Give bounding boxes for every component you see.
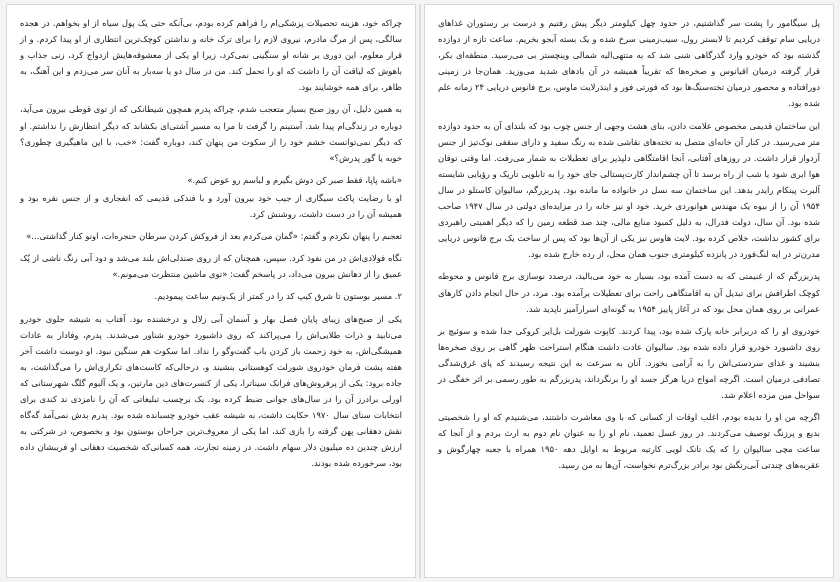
paragraph: او با رضایت پاکت سیگاری از جیب خود بیرون آورد و با فندکی قدیمی که انفجاری و از جنس نقره بود و همیشه آن را در دست داشت، روشنش کرد. (20, 192, 402, 220)
page-gutter (419, 4, 421, 578)
paragraph: تعجبم را پنهان نکردم و گفتم: «گمان می‌کردم بعد از فروکش کردن سرطان حنجره‌ات، اونو کنار گذاشتی...» (26, 231, 402, 242)
paragraph: نگاه فولادی‌اش در من نفوذ کرد. سپس، همچنان که از روی صندلی‌اش بلند می‌شد و دود آبی رنگ ناشی از پُک عمیق را از دهانش بیرون می‌داد، در پاسخم گفت: «توی ماشین منتظرت می‌مونم.» (20, 253, 402, 280)
section-heading: ۲. مسیر بوستون تا شرق کیپ کد را در کمتر از یک‌ونیم ساعت پیمودیم. (154, 291, 402, 302)
paragraph: چراکه خود، هزینه تحصیلات پزشکی‌ام را فراهم کرده بودم، بی‌آنکه حتی یک پول سیاه از او بخواهم. در هجده سالگی، پس از مرگ مادرم، نیروی لازم را برای ترک خانه و نداشتن کوچک‌ترین انتظاری از او پیدا کردم. و از قرار معلوم، این دوری بر شانه او سنگینی نمی‌کرد، زیرا او یکی از معشوقه‌هایش ازدواج کرد، زنی جذاب و باهوش که لیاقت آن را داشت که او را تحمل کند. من در سال دو یا سه‌بار به آنان سر می‌زدم و این آهنگ، به ظاهر، برای همه خوشایند بود. (20, 18, 402, 93)
paragraph: خودروی او را که دربرابر خانه پارک شده بود، پیدا کردند. کاپوت شورلت بل‌ایر کروکی جدا شده و سوئیچ بر روی داشبورد خودرو قرار داده شده بود. سالیوان عادت داشت هنگام استراحت ظهر گاهی بر روی صخره‌ها بنشیند و غذای سردستی‌اش را به آرامی بخورد. آنان به سرعت به این نتیجه رسیدند که پای غرق‌شدگی تصادفی درمیان است. اگرچه امواج دریا هرگز جسد او را برنگرداند، پدربزرگم به طور رسمی بر اثر خفگی در سواحل مین مرده اعلام شد. (438, 325, 820, 401)
paragraph: اگرچه من او را ندیده بودم، اغلب اوقات از کسانی که با وی معاشرت داشتند، می‌شنیدم که او را شخصیتی بدیع و پرزنگ توصیف می‌کردند. در روز غسل تعمید، نام او را به عنوان نام دوم به ارث بردم و از آنجا که ساعت مچی سالیوان را که یک تانک لویی کارتیه مربوط به اوایل دهه ۱۹۵۰ همراه با جعبه چهارگوش و عقربه‌های چندتی آبی‌رنگش بود برادر بزرگ‌ترم نخواست، آن‌ها به من رسید. (438, 412, 821, 471)
paragraph: این ساختمان قدیمی مخصوص علامت دادن، بنای هشت وجهی از جنس چوب بود که بلندای آن به حدود دوازده متر می‌رسید. در کنار آن خانه‌ای متصل به تخته‌های نقاشی شده به رنگ سفید و دارای سقفی نوک‌تیز از جنس آردواز قرار داشت. در روزهای آفتابی، آنجا اقامتگاهی دلپذیر برای تعطیلات به شمار می‌رفت. اما وقتی توفان هوا ابری شود یا شب از راه برسد تا آن چشم‌انداز کارت‌پستالی جای خود را به تابلویی تاریک و رؤیایی شایسته آلبرت پینکام رایدر بدهد. این ساختمان سه نسل در خانواده ما مانده بود. پدربزرگم، سالیوان کاستلو در سال ۱۹۵۴ آن را از بیوه یک مهندس هوانوردی خرید. خود او نیز خانه را در مزایده‌ای دولتی در سال ۱۹۴۷ صاحب شده بود. آن سال، دولت فدرال، به دلیل کمبود منابع مالی، چند صد قطعه زمین را که دیگر اهمیتی راهبردی برای کشور نداشت، خلاص کرده بود. لایت هاوس نیز یکی از آن‌ها بود که پس از ساخت یک برج فانوس دریایی مدرن‌تر در ایه لنگ‌فورد در پانزده کیلومتری جنوب همان محل، از رده خارج شده بود. (438, 120, 820, 260)
left-page (6, 4, 416, 578)
paragraph: یکی از صبح‌های زیبای پایان فصل بهار و آسمان آبی زلال و درخشنده بود. آفتاب به شیشه جلوی خودرو می‌تابید و ذرات طلایی‌اش را می‌پراکند که روی داشبورد خودرو شناور می‌شدند. پدرم، وفادار به عادات همیشگی‌اش، به خود زحمت باز کردن باب گفت‌وگو را نداد. اما سکوت هم سنگین نبود. او دوست داشت آخر هفته پشت فرمان خودروی شورلت کوهستانی بنشیند و، درحالی‌که کاست‌های تکراری‌اش را می‌گذاشت، به جاده برود: یکی از پرفروش‌های فرانک سیناترا، یکی از کنسرت‌های دین مارتین، و یک آلبوم گلگ شهرستانی که اورلی برادرز آن را در سال‌های جوانی ضبط کرده بود. یک برچسب تبلیغاتی که آن را نامزدی ند کندی برای انتخابات سنای سال ۱۹۷۰ حکایت داشت، به شیشه عقب خودرو چسبانده شده بود. پدرم بدش نمی‌آمد گه‌گاه نقش دهقانی پهن گرفته را بازی کند، اما یکی از معروف‌ترین جراحان بوستون بود و بخصوص، در شرکتی به ارزش چندین ده میلیون دلار سهام داشت. در زمینه تجارت، همه کسانی‌که شخصیت دهقانی او فریبشان داده بود، سرخورده شده بودند. (20, 313, 402, 469)
paragraph: پدربزرگم که از غنیمتی که به دست آمده بود، بسیار به خود می‌بالید، درصدد نوسازی برج فانوس و محوطه کوچک اطرافش برای تبدیل آن به اقامتگاهی راحت برای تعطیلات برآمده بود. مرد، در حال انجام دادن کارهای عمرانی بر روی همان محل بود که در آغاز پاییز ۱۹۵۴ به گونه‌ای اسرارآمیز ناپدید شد. (438, 271, 820, 314)
right-page (424, 4, 834, 578)
paragraph: به همین دلیل، آن روز صبح بسیار متعجب شدم، چراکه پدرم همچون شیطانکی که از توی قوطی بیرون می‌آید، دوباره در زندگی‌ام پیدا شد. آستینم را گرفت تا مرا به مسیر آشتی‌ای بکشاند که دیگر انتظارش را نداشتم. او که دیگر نمی‌توانست خشم خود را از سکوت من پنهان کند، دوباره گفت: «خب، با این ماهیگیری چطوری؟ خوبه یا گور پدرش؟» (20, 104, 402, 163)
paragraph: «باشه پاپا، فقط صبر کن دوش بگیرم و لباسم رو عوض کنم.» (187, 174, 402, 185)
paragraph: پل سیگامور را پشت سر گذاشتیم، در حدود چهل کیلومتر دیگر پیش رفتیم و درست بر رستوران غذاهای دریایی سام توقف کردیم تا لابستر رول، سیب‌زمینی سرخ شده و یک بسته آبجو بخریم. ساعت تازه از دوازده گذشته بود که خودرو وارد گذرگاهی شنی شد که به منتهی‌الیه شمالی وینچستر بی می‌رسید. منطقه‌ای بکر، قرار گرفته درمیان اقیانوس و صخره‌ها که تقریباً همیشه در آن باد‌های شدید می‌وزید. همان‌جا در زمینی دورافتاده و محصور درمیان تخته‌سنگ‌ها بود که فورتی فور و اینذرلایت ماوس، برج فانوس دریایی ۲۴ زمانه علم شده بود. (438, 18, 820, 109)
